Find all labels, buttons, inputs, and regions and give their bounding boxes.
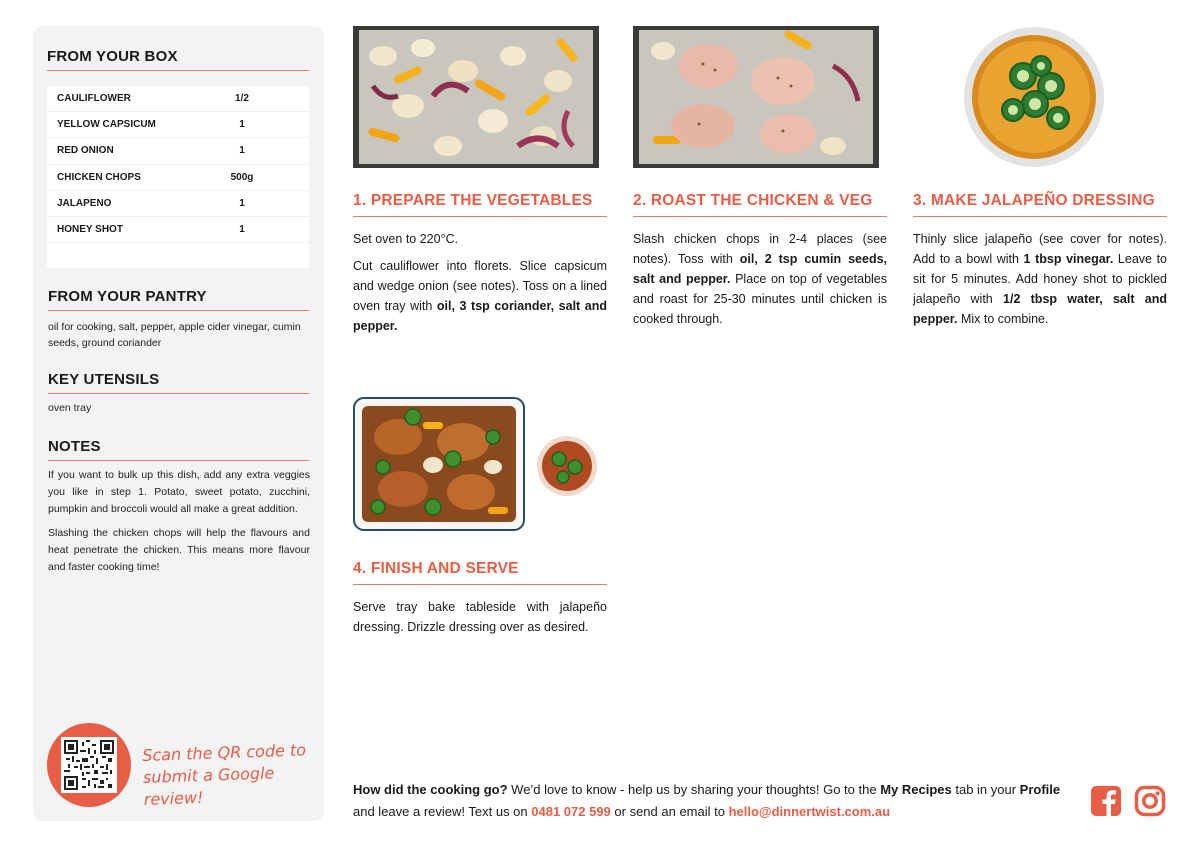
step-body (633, 229, 887, 329)
step-title: 2. ROAST THE CHICKEN & VEG (633, 192, 887, 217)
step-paragraph (353, 229, 607, 249)
utensils-text: oven tray (48, 402, 92, 414)
bold-text: 1 tbsp vinegar. (1023, 252, 1114, 266)
text-run: Thinly slice jalapeño (see cover for notes). Add to a bowl with (913, 232, 1167, 266)
social-links (1090, 785, 1166, 817)
ingredient-qty: 1/2 (235, 93, 249, 105)
text-run: or send an email to (610, 804, 729, 819)
ingredient-name: YELLOW CAPSICUM (57, 119, 156, 131)
bold-text: oil, 2 tsp cumin seeds, salt and pepper. (633, 252, 887, 286)
ingredient-row (47, 112, 309, 138)
note-paragraph: Slashing the chicken chops will help the flavours and heat penetrate the chicken. This means more flavour and faster cooking time! (48, 527, 310, 573)
bold-text: 1/2 tbsp water, salt and pepper. (913, 292, 1167, 326)
text-run: Leave to sit for 5 minutes. Add honey shot to pickled jalapeño with (913, 252, 1168, 306)
ingredient-qty: 500g (230, 171, 254, 183)
ingredient-qty: 1 (239, 119, 245, 131)
bold-text: oil, 3 tsp coriander, salt and pepper. (353, 299, 607, 333)
text-run: We’d love to know - help us by sharing your thoughts! Go to the (507, 782, 881, 797)
step-paragraph (353, 256, 607, 336)
bold-text: My Recipes (880, 782, 952, 797)
bold-text: How did the cooking go? (353, 782, 508, 797)
qr-code-icon[interactable] (61, 737, 117, 793)
step-1 (353, 192, 607, 343)
pantry-title: FROM YOUR PANTRY (48, 288, 309, 311)
ingredient-qty: 1 (239, 145, 245, 157)
step-4 (353, 560, 607, 644)
qr-caption: Scan the QR code to submit a Google review! (141, 740, 307, 809)
ingredient-qty: 1 (239, 197, 245, 209)
utensils-title: KEY UTENSILS (48, 371, 309, 394)
text-run: Serve tray bake tableside with jalapeño dressing. Drizzle dressing over as desired. (353, 600, 607, 634)
step-4-photo (353, 397, 603, 533)
text-run: Set oven to 220°C. (353, 232, 459, 246)
step-title: 1. PREPARE THE VEGETABLES (353, 192, 607, 217)
step-title: 3. MAKE JALAPEÑO DRESSING (913, 192, 1167, 217)
instagram-icon[interactable] (1134, 785, 1166, 817)
qr-code-badge[interactable] (47, 723, 131, 807)
step-title: 4. FINISH AND SERVE (353, 560, 607, 585)
contact-link[interactable]: hello@dinnertwist.com.au (728, 804, 891, 819)
step-paragraph (913, 229, 1167, 329)
notes-title: NOTES (48, 438, 309, 461)
ingredient-name: HONEY SHOT (57, 224, 123, 236)
ingredient-row (47, 217, 309, 243)
ingredient-name: CAULIFLOWER (57, 93, 131, 105)
step-body (913, 229, 1167, 329)
ingredients-table (47, 86, 309, 268)
text-run: Mix to combine. (957, 312, 1049, 326)
contact-link[interactable]: 0481 072 599 (531, 804, 611, 819)
ingredient-row (47, 86, 309, 112)
note-paragraph: If you want to bulk up this dish, add any extra veggies you like in step 1. Potato, sweet potato, zucchini, pumpkin and broccoli would all make a great addition. (48, 469, 310, 515)
step-body (353, 597, 607, 637)
ingredient-qty: 1 (239, 224, 245, 236)
step-2 (633, 192, 887, 336)
text-run: and leave a review! Text us on (353, 804, 532, 819)
text-run: Place on top of vegetables and roast for 25-30 minutes until chicken is cooked through. (633, 272, 887, 326)
review-prompt (353, 779, 1073, 823)
text-run: Cut cauliflower into florets. Slice capsicum and wedge onion (see notes). Toss on a lined oven tray with (353, 259, 607, 313)
text-run: Slash chicken chops in 2-4 places (see notes). Toss with (633, 232, 887, 266)
text-run: tab in your (951, 782, 1020, 797)
step-3 (913, 192, 1167, 336)
ingredient-row (47, 138, 309, 164)
step-body (353, 229, 607, 336)
step-2-photo (633, 26, 879, 168)
sidebar (33, 26, 324, 821)
bold-text: Profile (1019, 782, 1061, 797)
ingredient-name: JALAPENO (57, 197, 112, 209)
step-paragraph (633, 229, 887, 329)
box-title: FROM YOUR BOX (47, 48, 309, 71)
step-3-photo (963, 26, 1105, 168)
ingredient-name: CHICKEN CHOPS (57, 171, 141, 183)
step-paragraph (353, 597, 607, 637)
ingredient-row (47, 165, 309, 191)
step-1-photo (353, 26, 599, 168)
ingredient-row (47, 191, 309, 217)
notes-text (48, 467, 310, 583)
ingredient-name: RED ONION (57, 145, 114, 157)
pantry-text: oil for cooking, salt, pepper, apple cider vinegar, cumin seeds, ground coriander (48, 321, 301, 349)
facebook-icon[interactable] (1090, 785, 1122, 817)
